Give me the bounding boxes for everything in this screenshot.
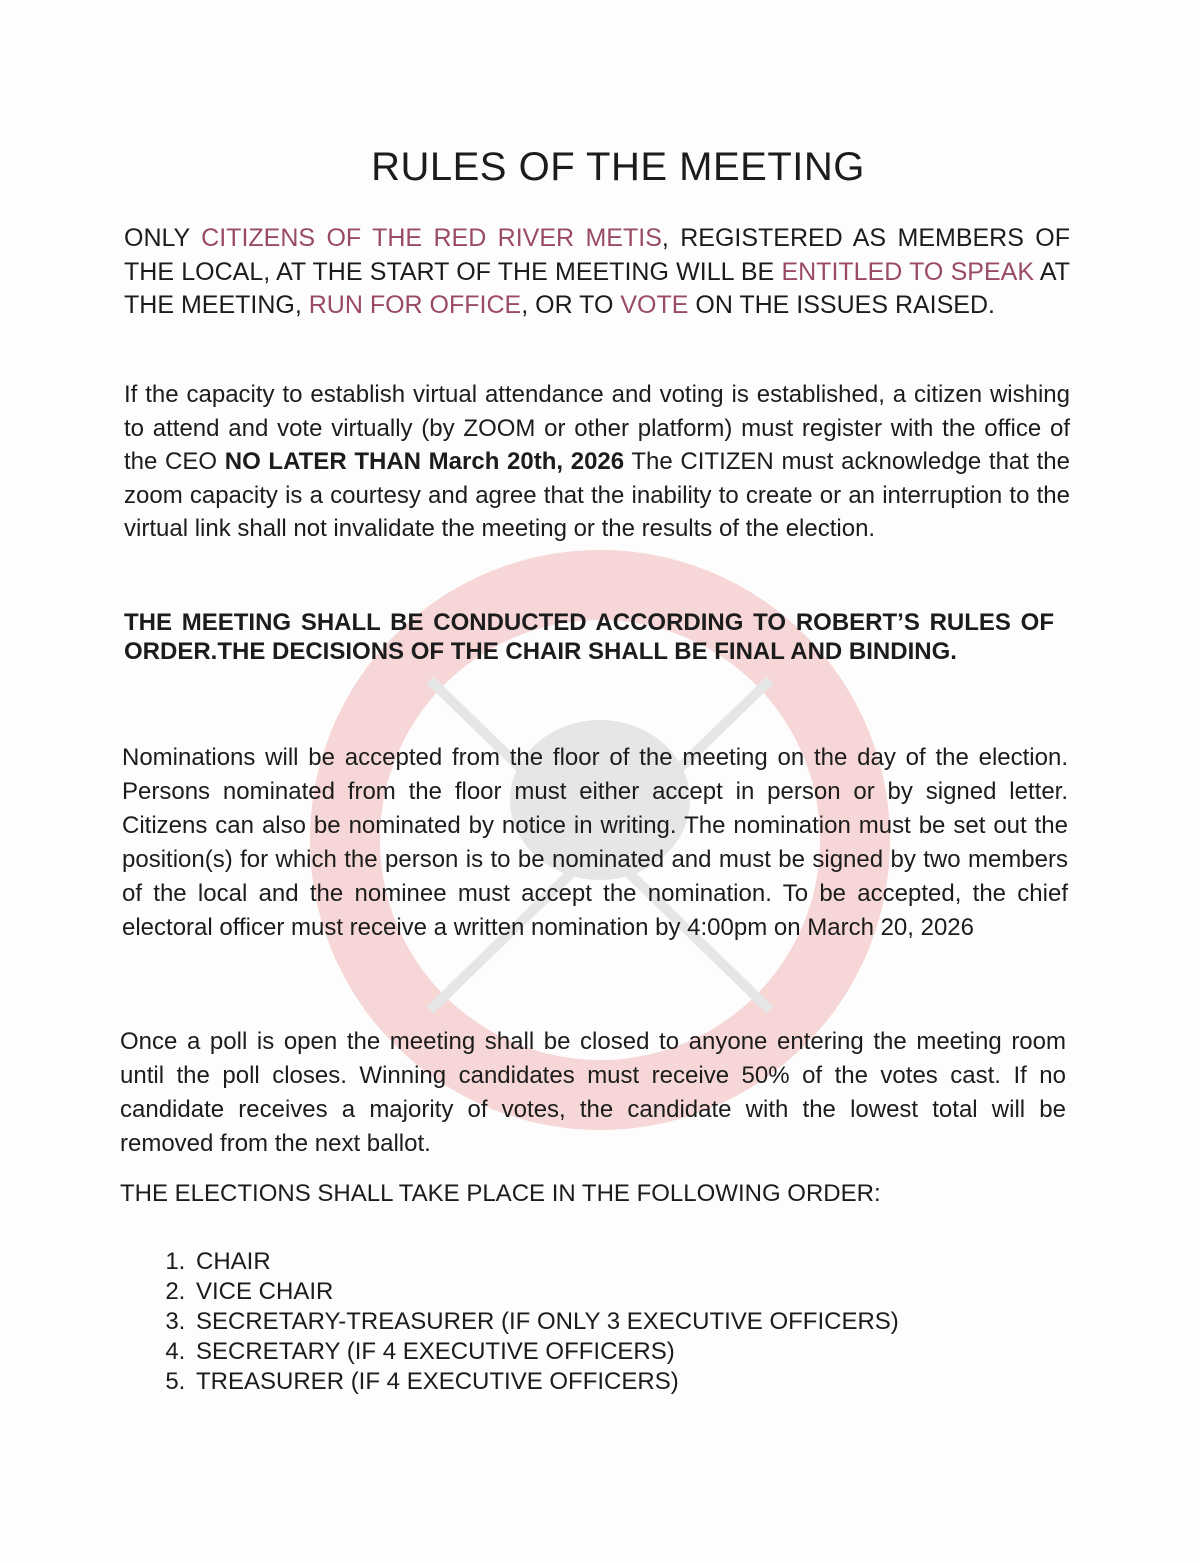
highlight-text: ENTITLED TO SPEAK <box>781 257 1035 286</box>
text: ONLY <box>124 224 202 252</box>
text: The CITIZEN must acknowledge that the zoom capacity is a courtesy and agree that the inability to create or an interruption to the virtual link shall not invalidate the meeting or the results of the election. <box>124 448 1070 542</box>
text: If the capacity to establish virtual attendance and voting is established, a citizen wishing to attend and vote virtually (by ZOOM or other platform) must register with the office of the CEO <box>124 381 1070 475</box>
elections-order-list <box>120 1247 899 1397</box>
highlight-text: RUN FOR OFFICE <box>308 291 522 319</box>
roberts-rules-paragraph: THE MEETING SHALL BE CONDUCTED ACCORDING TO ROBERT’S RULES OF ORDER.THE DECISIONS OF THE CHAIR SHALL BE FINAL AND BINDING. <box>124 609 1054 665</box>
list-item: 3. SECRETARY-TREASURER (IF ONLY 3 EXECUTIVE OFFICERS) <box>192 1307 899 1337</box>
text: , REGISTERED AS MEMBERS OF THE LOCAL, AT THE START OF THE MEETING WILL BE <box>124 224 1071 286</box>
nominations-paragraph: Nominations will be accepted from the floor of the meeting on the day of the election. Persons nominated from the floor must either accept in person or by signed letter. Citizens can also be nominated by notice in writing. The nomination must be set out the position(s) for which the person is to be nominated and must be signed by two members of the local and the nominee must accept the nomination. To be accepted, the chief electoral officer must receive a written nomination by 4:00pm on March 20, 2026 <box>122 744 1068 941</box>
deadline-text: NO LATER THAN March 20th, 2026 <box>224 448 625 475</box>
poll-paragraph: Once a poll is open the meeting shall be closed to anyone entering the meeting room until the poll closes. Winning candidates must receive 50% of the votes cast. If no candidate receives a majority of votes, the candidate with the lowest total will be removed from the next ballot. <box>120 1028 1066 1157</box>
text: AT THE MEETING, <box>124 257 1070 319</box>
list-item: 1. CHAIR <box>192 1247 899 1277</box>
eligibility-paragraph <box>124 222 1070 323</box>
list-item: 4. SECRETARY (IF 4 EXECUTIVE OFFICERS) <box>192 1337 899 1367</box>
text: ON THE ISSUES RAISED. <box>688 291 995 319</box>
highlight-text: CITIZENS OF THE RED RIVER METIS <box>201 224 662 252</box>
elections-order-heading: THE ELECTIONS SHALL TAKE PLACE IN THE FOLLOWING ORDER: <box>120 1180 881 1207</box>
page-title: RULES OF THE MEETING <box>371 145 865 189</box>
virtual-attendance-paragraph <box>124 378 1070 546</box>
list-item: 5. TREASURER (IF 4 EXECUTIVE OFFICERS) <box>192 1367 899 1397</box>
highlight-text: VOTE <box>620 291 689 319</box>
list-item: 2. VICE CHAIR <box>192 1277 899 1307</box>
text: , OR TO <box>521 291 621 319</box>
